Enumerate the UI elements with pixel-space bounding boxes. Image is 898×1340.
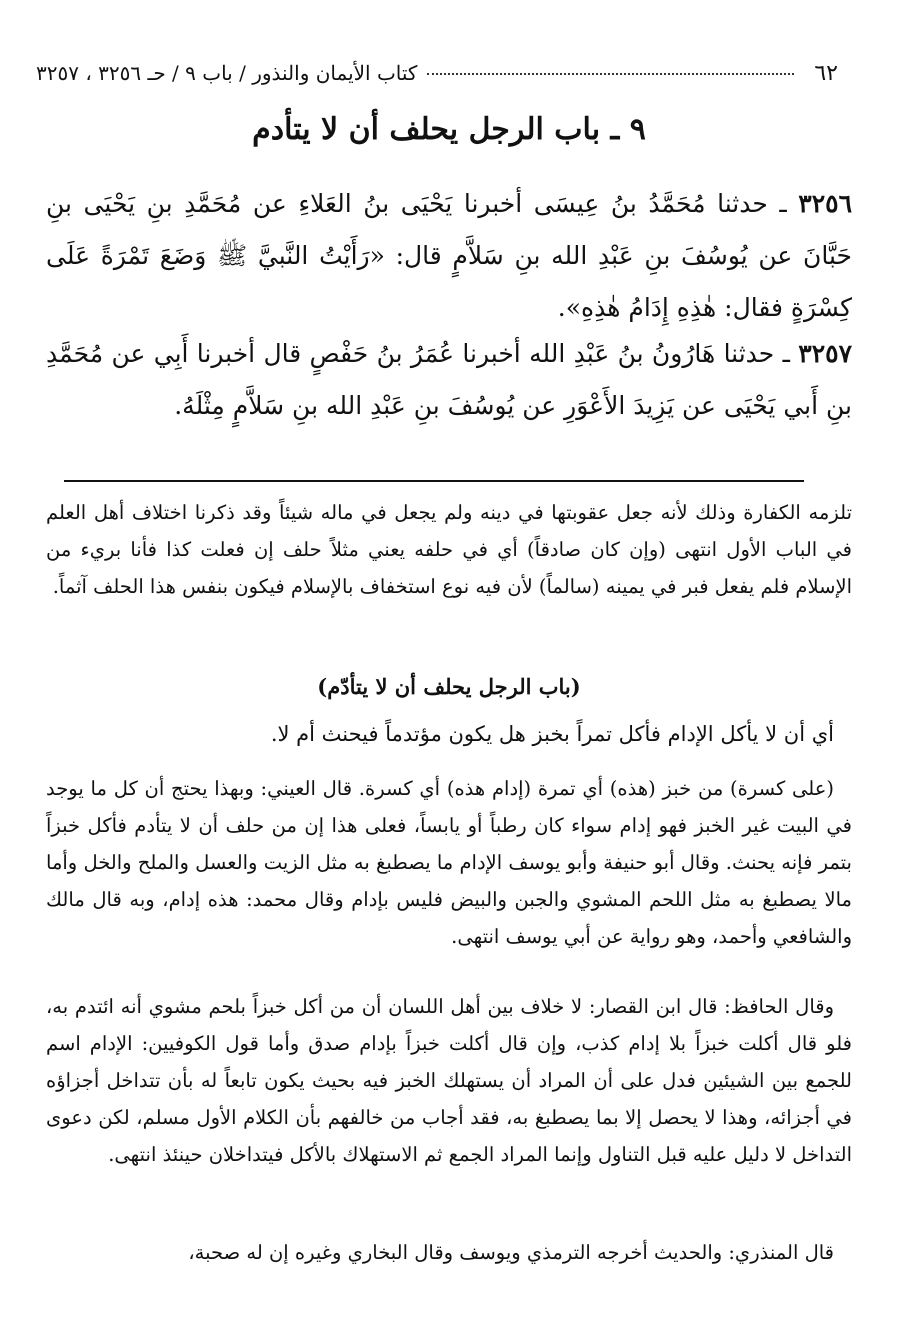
hadith-number: ٣٢٥٧ — [798, 339, 852, 368]
hadith-number: ٣٢٥٦ — [798, 189, 852, 218]
hadith-text: ـ حدثنا هَارُونُ بنُ عَبْدِ الله أخبرنا عُمَرُ بنُ حَفْصٍ قال أخبرنا أَبِي عن مُحَمَّدِ بنِ أَبي يَحْيَى عن يَزِيدَ الأَعْوَرِ عن يُوسُفَ بنِ عَبْدِ الله بنِ سَلاَّمٍ مِثْلَهُ. — [46, 339, 852, 420]
commentary-intro: تلزمه الكفارة وذلك لأنه جعل عقوبتها في دينه ولم يجعل في ماله شيئاً وقد ذكرنا اختلاف أهل العلم في الباب الأول انتهى (وإن كان صادقاً) أي في حلفه يعني مثلاً حلف إن فعلت كذا فأنا بريء من الإسلام فلم يفعل فبر في يمينه (سالماً) لأن فيه نوع استخفاف بالإسلام فيكون بنفس هذا الحلف آثماً. — [46, 501, 852, 598]
running-head — [36, 56, 838, 90]
hadith-3257 — [46, 328, 852, 432]
commentary-subheading: (باب الرجل يحلف أن لا يتأدّم) — [317, 674, 581, 699]
footnote-divider — [64, 480, 804, 482]
running-head-title: كتاب الأيمان والنذور / باب ٩ / حـ ٣٢٥٦ ، ٣٢٥٧ — [36, 61, 418, 85]
hadith-3256 — [46, 178, 852, 334]
commentary-paragraph-1: أي أن لا يأكل الإدام فأكل تمراً بخبز هل يكون مؤتدماً فيحنث أم لا. — [270, 722, 834, 746]
commentary-paragraph-2: (على كسرة) من خبز (هذه) أي تمرة (إدام هذه) أي كسرة. قال العيني: وبهذا يحتج أن كل ما يوجد في البيت غير الخبز فهو إدام سواء كان رطباً أو يابساً، فعلى هذا إن من حلف أن لا يتأدم فأكل خبزاً بتمر فإنه يحنث. وقال أبو حنيفة وأبو يوسف الإدام ما يصطبغ به مثل الزيت والعسل والملح والخل وأما مالا يصطبغ به مثل اللحم المشوي والجبن والبيض فليس بإدام وقال محمد: هذه إدام، وبه قال مالك والشافعي وأحمد، وهو رواية عن أبي يوسف انتهى. — [46, 777, 852, 948]
chapter-title: ٩ ـ باب الرجل يحلف أن لا يتأدم — [252, 112, 646, 147]
commentary-paragraph-3: وقال الحافظ: قال ابن القصار: لا خلاف بين أهل اللسان أن من أكل خبزاً بلحم مشوي أنه ائتدم به، فلو قال أكلت خبزاً بلا إدام كذب، وإن قال أكلت خبزاً بإدام صدق وأما قول الكوفيين: الإدام اسم للجمع بين الشيئين فدل على أن المراد أن يستهلك الخبز فيه بحيث يكون تابعاً له بأن تتداخل أجزاؤه في أجزائه، وهذا لا يحصل إلا بما يصطبغ به، فقد أجاب من خالفهم بأن الكلام الأول مسلم، لكن دعوى التداخل لا دليل عليه قبل التناول وإنما المراد الجمع ثم الاستهلاك بالأكل فيتداخلان حينئذ انتهى. — [46, 995, 852, 1166]
leader-dots — [427, 72, 794, 75]
hadith-text: ـ حدثنا مُحَمَّدُ بنُ عِيسَى أخبرنا يَحْيَى بنُ العَلاءِ عن مُحَمَّدِ بنِ يَحْيَى بنِ حَبَّانَ عن يُوسُفَ بنِ عَبْدِ الله بنِ سَلاَّمٍ قال: «رَأَيْتُ النَّبيَّ ﷺ وَضَعَ تَمْرَةً عَلَى كِسْرَةٍ فقال: هٰذِهِ إِدَامُ هٰذِهِ». — [46, 189, 852, 322]
commentary-paragraph-4: قال المنذري: والحديث أخرجه الترمذي ويوسف وقال البخاري وغيره إن له صحبة، — [188, 1241, 834, 1264]
page-number: ٦٢ — [814, 60, 838, 86]
